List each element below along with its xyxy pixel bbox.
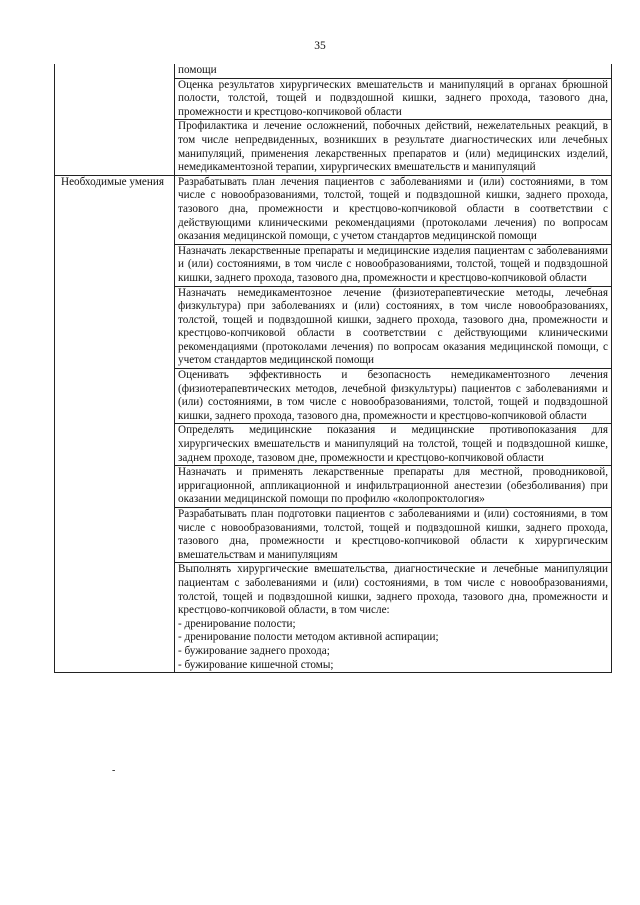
- table-cell: Оценивать эффективность и безопасность немедикаментозного лечения (физиотерапевтических методов, лечебной физкультуры) пациентов с заболеваниями и (или) состояниями, в том числе с новообразованиями, толстой, тощей и подвздошной кишки, заднего прохода, тазового дна, промежности и крестцово-копчиковой области: [175, 368, 611, 423]
- procedure-item: - бужирование кишечной стомы;: [178, 658, 334, 671]
- table-cell: Назначать и применять лекарственные препараты для местной, проводниковой, ирригационной, аппликационной и инфильтрационной анестезии (обезболивания) при оказании медицинской помощи по профилю «колопроктология»: [175, 465, 611, 507]
- table-cell: Определять медицинские показания и медицинские противопоказания для хирургических вмешательств и манипуляций на толстой, тощей и подвздошной кишке, заднем проходе, тазовом дне, промежности и крестцово-копчиковой области: [175, 423, 611, 465]
- table-cell: Разрабатывать план подготовки пациентов с заболеваниями и (или) состояниями, в том числе с новообразованиями, толстой, тощей и подвздошной кишки, заднего прохода, тазового дна, промежности и крестцово-копчиковой области к хирургическим вмешательствам и манипуляциям: [175, 507, 611, 562]
- row-label-empty: [55, 64, 175, 175]
- table-cell: помощи: [178, 64, 217, 76]
- table-cell: Оценка результатов хирургических вмешательств и манипуляций в органах брюшной полости, толстой, тощей и подвздошной кишки, заднего прохода, тазового дна, промежности и крестцово-копчиковой области: [175, 78, 611, 120]
- table-cell: Разрабатывать план лечения пациентов с заболеваниями и (или) состояниями, в том числе с новообразованиями, толстой, тощей и подвздошной кишки, заднего прохода, тазового дна, промежности и крестцово-копчиковой области в соответствии с действующими клиническими рекомендациями (протоколами лечения) по вопросам оказания медицинской помощи, с учетом стандартов медицинской помощи: [178, 175, 608, 243]
- row-body: [175, 176, 611, 672]
- table-cell: Назначать лекарственные препараты и медицинские изделия пациентам с заболеваниями и (или) состояниями, в том числе с новообразованиями, толстой, тощей и подвздошной кишки, заднего прохода, тазового дна, промежности и крестцово-копчиковой области: [175, 244, 611, 286]
- row-body: [175, 64, 611, 175]
- margin-dash-mark: -: [112, 765, 116, 776]
- table-row-continuation: [55, 64, 611, 175]
- procedure-item: - бужирование заднего прохода;: [178, 644, 330, 657]
- page-number: 35: [314, 40, 326, 52]
- table-cell: Назначать немедикаментозное лечение (физиотерапевтические методы, лечебная физкультура) при заболеваниях и (или) состояниях, в том числе новообразованиях, толстой, тощей и подвздошной кишки, заднего прохода, тазового дна, промежности и крестцово-копчиковой области в соответствии с действующими клиническими рекомендациями (протоколами лечения) по вопросам оказания медицинской помощи, с учетом стандартов медицинской помощи: [175, 286, 611, 369]
- procedure-item: - дренирование полости методом активной аспирации;: [178, 631, 439, 644]
- table-row-skills: [55, 175, 611, 672]
- table-cell-procedures: [175, 562, 611, 672]
- procedure-item: - дренирование полости;: [178, 617, 296, 630]
- competency-table: [54, 64, 612, 673]
- procedures-intro: Выполнять хирургические вмешательства, диагностические и лечебные манипуляции пациентам с заболеваниями и (или) состояниями, в том числе с новообразованиями, толстой, тощей и подвздошной кишки, заднего прохода, тазового дна, промежности и крестцово-копчиковой области, в том числе:: [178, 563, 608, 617]
- table-cell: Профилактика и лечение осложнений, побочных действий, нежелательных реакций, в том числе непредвиденных, возникших в результате диагностических или лечебных манипуляций, применения лекарственных препаратов и (или) медицинских изделий, немедикаментозной терапии, хирургических вмешательств и манипуляций: [175, 119, 611, 174]
- row-label-skills: Необходимые умения: [55, 176, 175, 672]
